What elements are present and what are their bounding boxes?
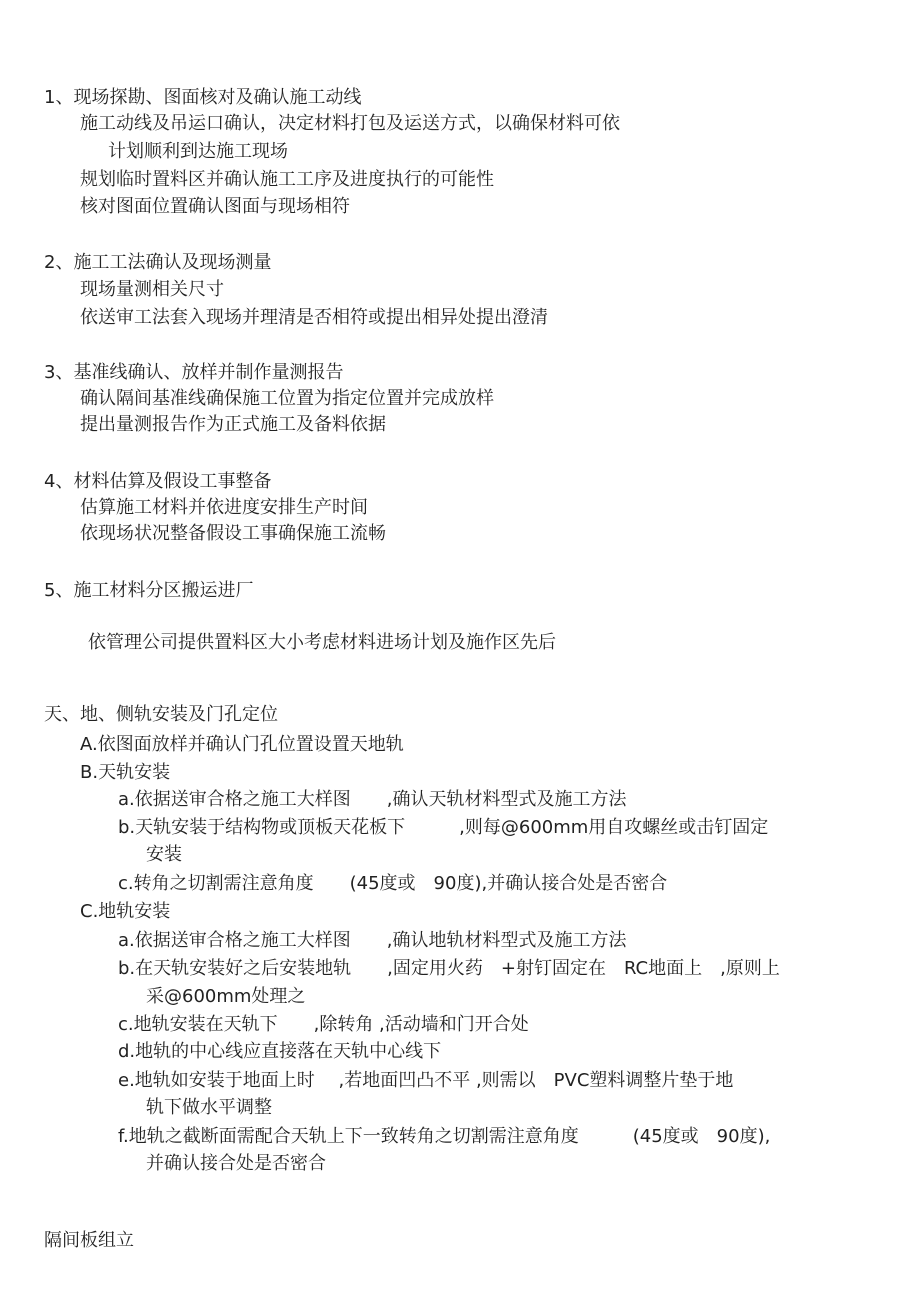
section-3-title: 3、基准线确认、放样并制作量测报告 [44,362,344,383]
section-2-title: 2、施工工法确认及现场测量 [44,252,272,273]
section-4-item-2: 依现场状况整备假设工事确保施工流畅 [80,523,386,544]
section-4-item-1: 估算施工材料并依进度安排生产时间 [80,497,368,518]
ceiling-track-item-c: c.转角之切割需注意角度 (45度或 90度),并确认接合处是否密合 [118,873,668,894]
ceiling-track-item-b-cont: 安装 [146,844,182,865]
section-5-title: 5、施工材料分区搬运进厂 [44,580,254,601]
floor-track-item-b: b.在天轨安装好之后安装地轨 ,固定用火药 +射钉固定在 RC地面上 ,原则上 [118,958,780,979]
ceiling-track-item-b: b.天轨安装于结构物或顶板天花板下 ,则每@600mm用自攻螺丝或击钉固定 [118,817,769,838]
floor-track-item-c: c.地轨安装在天轨下 ,除转角 ,活动墙和门开合处 [118,1014,529,1035]
floor-track-item-a: a.依据送审合格之施工大样图 ,确认地轨材料型式及施工方法 [118,930,627,951]
partition-assembly-title: 隔间板组立 [44,1230,134,1251]
section-2-item-2: 依送审工法套入现场并理清是否相符或提出相异处提出澄清 [80,307,548,328]
ceiling-track-item-a: a.依据送审合格之施工大样图 ,确认天轨材料型式及施工方法 [118,789,627,810]
section-1-item-2: 规划临时置料区并确认施工工序及进度执行的可能性 [80,169,494,190]
floor-track-item-f-cont: 并确认接合处是否密合 [146,1153,326,1174]
floor-track-item-e-cont: 轨下做水平调整 [146,1097,272,1118]
section-1-item-1: 施工动线及吊运口确认，决定材料打包及运送方式，以确保材料可依 [80,113,620,134]
section-2-item-1: 现场量测相关尺寸 [80,279,224,300]
section-4-title: 4、材料估算及假设工事整备 [44,471,272,492]
floor-track-item-d: d.地轨的中心线应直接落在天轨中心线下 [118,1041,442,1062]
track-section-title: 天、地、侧轨安装及门孔定位 [44,704,278,725]
track-item-b: B.天轨安装 [80,762,171,783]
section-1-title: 1、现场探勘、图面核对及确认施工动线 [44,87,362,108]
track-item-c: C.地轨安装 [80,901,171,922]
section-1-item-3: 核对图面位置确认图面与现场相符 [80,196,350,217]
section-1-item-1-cont: 计划顺利到达施工现场 [108,141,288,162]
floor-track-item-f: f.地轨之截断面需配合天轨上下一致转角之切割需注意角度 (45度或 90度), [118,1126,771,1147]
section-3-item-2: 提出量测报告作为正式施工及备料依据 [80,414,386,435]
section-5-item-1: 依管理公司提供置料区大小考虑材料进场计划及施作区先后 [88,632,556,653]
floor-track-item-e: e.地轨如安装于地面上时 ,若地面凹凸不平 ,则需以 PVC塑料调整片垫于地 [118,1070,734,1091]
track-item-a: A.依图面放样并确认门孔位置设置天地轨 [80,734,404,755]
section-3-item-1: 确认隔间基准线确保施工位置为指定位置并完成放样 [80,388,494,409]
floor-track-item-b-cont: 采@600mm处理之 [146,986,306,1007]
